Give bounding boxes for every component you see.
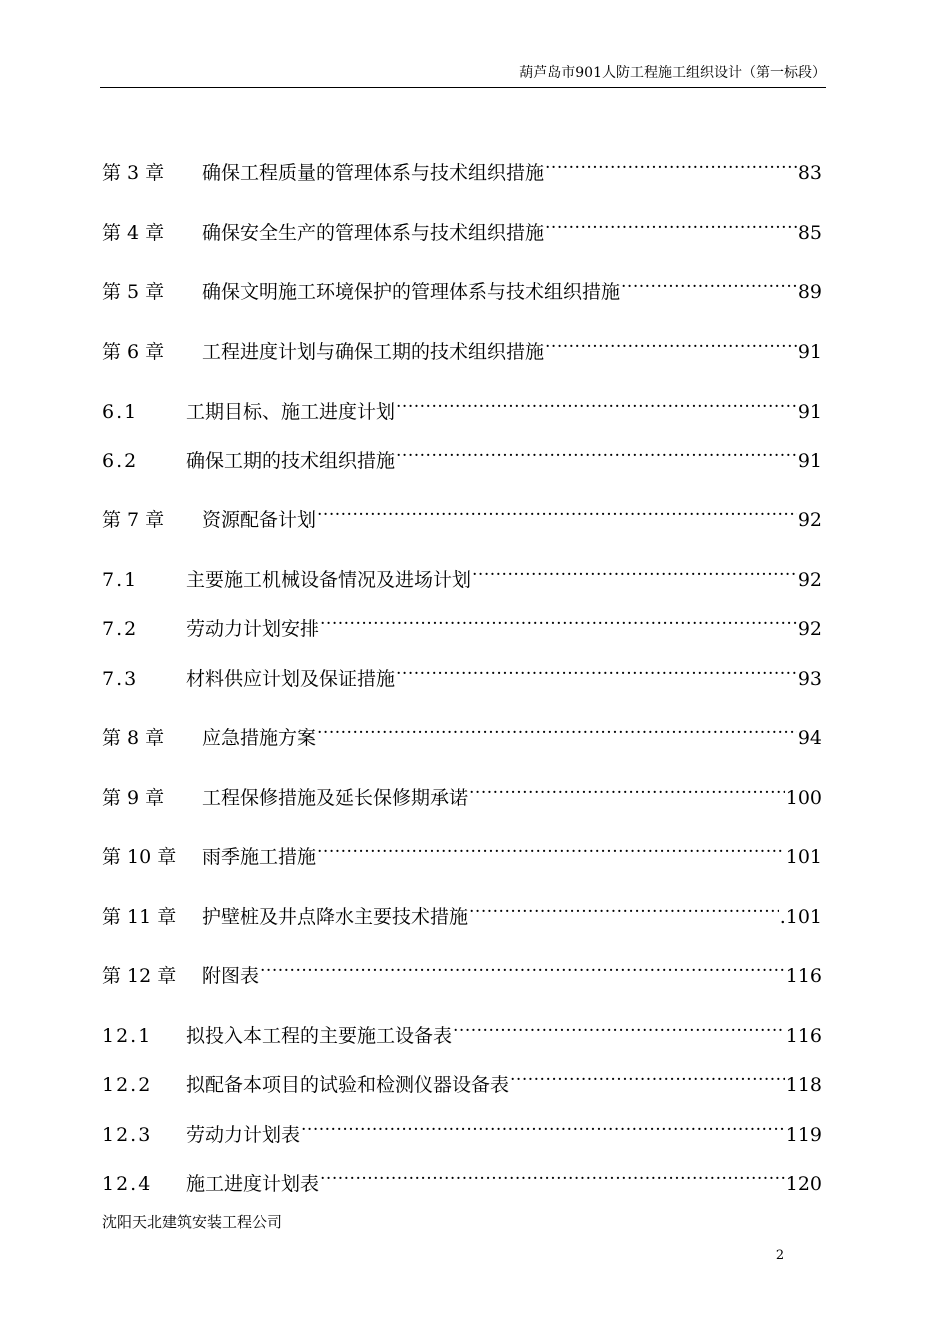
toc-entry[interactable]	[102, 145, 822, 184]
running-header: 葫芦岛市901人防工程施工组织设计（第一标段）	[519, 65, 826, 81]
toc-entry-title: 施工进度计划表	[186, 1173, 320, 1195]
toc-entry-page: 92	[797, 509, 822, 531]
toc-entry[interactable]	[102, 601, 822, 640]
toc-dot-leader	[469, 889, 779, 923]
toc-dot-leader	[301, 1107, 785, 1141]
footer-company: 沈阳天北建筑安装工程公司	[102, 1213, 283, 1231]
toc-entry[interactable]	[102, 889, 822, 928]
toc-entry[interactable]	[102, 1057, 822, 1096]
toc-entry-title: 确保工期的技术组织措施	[186, 450, 396, 472]
toc-entry-title: 护壁桩及井点降水主要技术措施	[202, 906, 469, 928]
toc-entry[interactable]	[102, 829, 822, 868]
toc-entry-page: 116	[785, 1025, 822, 1047]
toc-entry-number: 第 9 章	[102, 787, 165, 809]
toc-dot-leader	[545, 205, 797, 239]
toc-dot-leader	[472, 552, 797, 586]
toc-entry-page: 89	[797, 281, 822, 303]
toc-entry-page: 91	[797, 341, 822, 363]
toc-dot-leader	[317, 492, 797, 526]
toc-entry-page: 116	[785, 965, 822, 987]
toc-entry-title: 劳动力计划表	[186, 1124, 301, 1146]
toc-entry-title: 拟投入本工程的主要施工设备表	[186, 1025, 453, 1047]
toc-entry-number: 7.3	[102, 668, 139, 690]
toc-dot-leader	[545, 324, 797, 358]
toc-entry-title: 雨季施工措施	[202, 846, 317, 868]
toc-entry[interactable]	[102, 1107, 822, 1146]
toc-dot-leader	[320, 601, 797, 635]
toc-entry[interactable]	[102, 492, 822, 531]
toc-entry-number: 第 6 章	[102, 341, 165, 363]
toc-entry-title: 确保文明施工环境保护的管理体系与技术组织措施	[202, 281, 621, 303]
toc-entry[interactable]	[102, 770, 822, 809]
toc-entry-page: 118	[785, 1074, 822, 1096]
toc-entry[interactable]	[102, 552, 822, 591]
toc-entry-title: 附图表	[202, 965, 260, 987]
toc-dot-leader	[396, 433, 797, 467]
toc-entry-title: 应急措施方案	[202, 727, 317, 749]
toc-entry-number: 12.2	[102, 1074, 153, 1096]
toc-dot-leader	[317, 829, 785, 863]
toc-entry-number: 第 5 章	[102, 281, 165, 303]
toc-entry-number: 12.4	[102, 1173, 153, 1195]
toc-entry[interactable]	[102, 324, 822, 363]
toc-entry-title: 确保安全生产的管理体系与技术组织措施	[202, 222, 545, 244]
toc-entry-title: 工期目标、施工进度计划	[186, 401, 396, 423]
toc-entry-page: .101	[779, 906, 822, 928]
toc-entry-title: 工程进度计划与确保工期的技术组织措施	[202, 341, 545, 363]
toc-entry[interactable]	[102, 205, 822, 244]
toc-entry-page: 101	[785, 846, 822, 868]
toc-entry-title: 资源配备计划	[202, 509, 317, 531]
toc-entry-number: 第 3 章	[102, 162, 165, 184]
toc-entry-number: 第 10 章	[102, 846, 177, 868]
toc-entry-number: 第 4 章	[102, 222, 165, 244]
toc-dot-leader	[260, 948, 785, 982]
toc-entry-page: 93	[797, 668, 822, 690]
toc-entry-page: 100	[785, 787, 822, 809]
toc-entry[interactable]	[102, 264, 822, 303]
toc-entry-page: 91	[797, 450, 822, 472]
toc-dot-leader	[320, 1156, 785, 1190]
toc-dot-leader	[510, 1057, 785, 1091]
toc-entry[interactable]	[102, 384, 822, 423]
toc-entry-page: 92	[797, 618, 822, 640]
toc-entry[interactable]	[102, 1008, 822, 1047]
toc-dot-leader	[453, 1008, 785, 1042]
toc-entry-number: 第 8 章	[102, 727, 165, 749]
toc-entry-number: 6.1	[102, 401, 139, 423]
toc-dot-leader	[396, 651, 797, 685]
toc-entry-title: 工程保修措施及延长保修期承诺	[202, 787, 469, 809]
toc-entry-number: 第 12 章	[102, 965, 177, 987]
toc-entry-title: 劳动力计划安排	[186, 618, 320, 640]
toc-entry-title: 拟配备本项目的试验和检测仪器设备表	[186, 1074, 510, 1096]
toc-entry[interactable]	[102, 1156, 822, 1195]
toc-entry-number: 7.2	[102, 618, 139, 640]
toc-dot-leader	[621, 264, 797, 298]
toc-entry-title: 材料供应计划及保证措施	[186, 668, 396, 690]
toc-entry-number: 12.1	[102, 1025, 153, 1047]
toc-entry-number: 第 11 章	[102, 906, 177, 928]
toc-entry-page: 92	[797, 569, 822, 591]
toc-dot-leader	[396, 384, 797, 418]
toc-entry-page: 83	[797, 162, 822, 184]
toc-entry-page: 94	[797, 727, 822, 749]
toc-dot-leader	[545, 145, 797, 179]
toc-entry[interactable]	[102, 433, 822, 472]
toc-entry[interactable]	[102, 651, 822, 690]
toc-entry-number: 7.1	[102, 569, 139, 591]
toc-entry-page: 91	[797, 401, 822, 423]
toc-entry-number: 6.2	[102, 450, 139, 472]
toc-entry-page: 85	[797, 222, 822, 244]
toc-dot-leader	[469, 770, 785, 804]
toc-entry-title: 主要施工机械设备情况及进场计划	[186, 569, 472, 591]
toc-dot-leader	[317, 710, 797, 744]
toc-entry-number: 第 7 章	[102, 509, 165, 531]
toc-entry-page: 120	[785, 1173, 822, 1195]
toc-entry-page: 119	[785, 1124, 822, 1146]
toc-entry-number: 12.3	[102, 1124, 153, 1146]
toc-entry[interactable]	[102, 948, 822, 987]
page-number: 2	[775, 1248, 785, 1263]
toc-entry[interactable]	[102, 710, 822, 749]
toc-entry-title: 确保工程质量的管理体系与技术组织措施	[202, 162, 545, 184]
